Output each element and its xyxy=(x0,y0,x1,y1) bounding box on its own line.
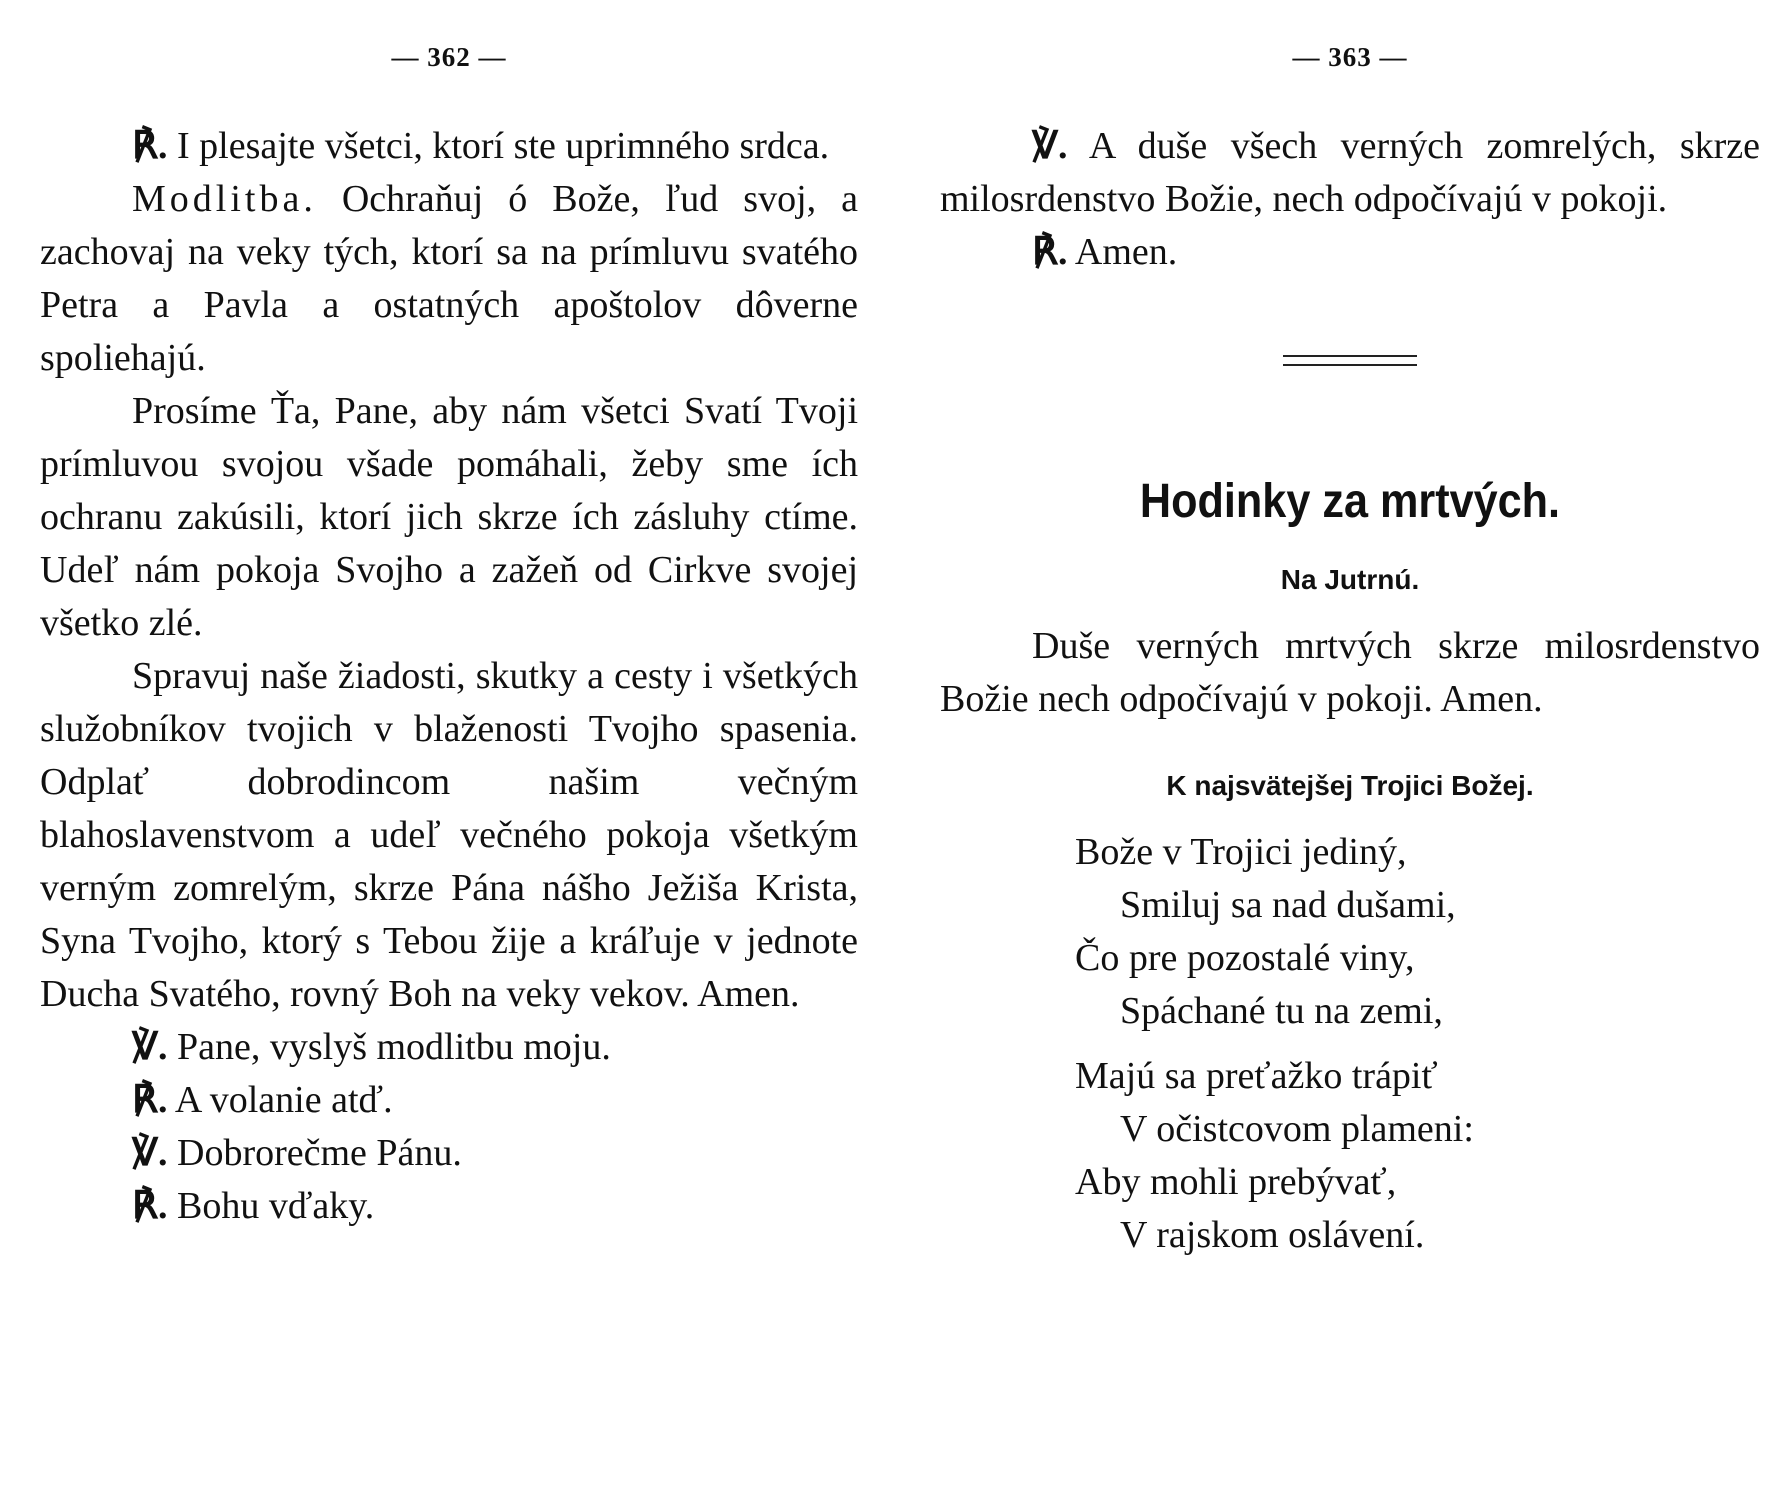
response-line xyxy=(40,1180,858,1233)
stanza xyxy=(1075,826,1760,1038)
prayer-paragraph xyxy=(40,173,858,385)
response-symbol: ℟. xyxy=(132,1079,168,1121)
response-text: Bohu vďaky. xyxy=(177,1185,375,1227)
verse-line: Majú sa preťažko trápiť xyxy=(1075,1055,1438,1097)
versicle-line xyxy=(40,1127,858,1180)
right-page xyxy=(940,0,1760,1500)
versicle-text: Dobrorečme Pánu. xyxy=(177,1132,462,1174)
page-number: — 362 — xyxy=(391,42,507,72)
response-line xyxy=(940,226,1760,279)
verse-line: Smiluj sa nad dušami, xyxy=(1120,884,1456,926)
response-symbol: ℟. xyxy=(132,125,168,167)
verse-line: Spáchané tu na zemi, xyxy=(1120,990,1443,1032)
stanza xyxy=(1075,1050,1760,1262)
versicle-line xyxy=(40,1021,858,1074)
versicle-symbol: ℣. xyxy=(1032,125,1068,167)
intro-paragraph: Duše verných mrtvých skrze milosrdenstvo Božie nech odpočívajú v pokoji. Amen. xyxy=(940,625,1760,720)
section-title: Hodinky za mrtvých. xyxy=(1139,475,1561,528)
versicle-paragraph xyxy=(940,120,1760,226)
page-number: — 363 — xyxy=(1292,42,1408,72)
hymn-title: K najsvätejšej Trojici Božej. xyxy=(1166,770,1534,801)
response-text: Amen. xyxy=(1074,231,1178,273)
section-divider xyxy=(1283,355,1417,366)
left-page-text xyxy=(40,120,858,1233)
response-symbol: ℟. xyxy=(1032,231,1068,273)
right-page-text xyxy=(940,120,1760,1274)
left-page xyxy=(40,0,858,1500)
versicle-symbol: ℣. xyxy=(132,1026,168,1068)
response-symbol: ℟. xyxy=(132,1185,168,1227)
versicle-text: Pane, vyslyš modlitbu moju. xyxy=(177,1026,611,1068)
paragraph-text: I plesajte všetci, ktorí ste uprimného srdca. xyxy=(177,125,830,167)
hymn-verse xyxy=(1075,826,1760,1262)
verse-line: V rajskom oslávení. xyxy=(1120,1214,1425,1256)
prayer-heading: Modlitba. xyxy=(132,178,317,220)
verse-line: Bože v Trojici jediný, xyxy=(1075,831,1407,873)
response-paragraph xyxy=(40,120,858,173)
response-text: A volanie atď. xyxy=(174,1079,393,1121)
prayer-paragraph: Spravuj naše žiadosti, skutky a cesty i všetkých služobníkov tvojich v blaženosti Tvojho spasenia. Odplať dobrodincom našim večným blahoslavenstvom a udeľ večného pokoja všetkým verným zomrelým, skrze Pána nášho Ježiša Krista, Syna Tvojho, ktorý s Tebou žije a kráľuje v jednote Ducha Svatého, rovný Boh na veky vekov. Amen. xyxy=(40,655,858,1015)
versicle-symbol: ℣. xyxy=(132,1132,168,1174)
verse-line: Čo pre pozostalé viny, xyxy=(1075,937,1415,979)
section-subtitle: Na Jutrnú. xyxy=(1280,564,1420,595)
prayer-paragraph: Prosíme Ťa, Pane, aby nám všetci Svatí Tvoji prímluvou svojou všade pomáhali, žeby sme ích ochranu zakúsili, ktorí jich skrze ích zásluhy ctíme. Udeľ nám pokoja Svojho a zažeň od Cirkve svojej všetko zlé. xyxy=(40,390,858,644)
paragraph-text: A duše všech verných zomrelých, skrze milosrdenstvo Božie, nech odpočívajú v pokoji. xyxy=(940,125,1760,220)
response-line xyxy=(40,1074,858,1127)
paragraph-text: Ochraňuj ó Bože, ľud svoj, a zachovaj na veky tých, ktorí sa na prímluvu svatého Petra a Pavla a ostatných apoštolov dôverne spoliehajú. xyxy=(40,178,858,379)
verse-line: Aby mohli prebývať, xyxy=(1075,1161,1397,1203)
verse-line: V očistcovom plameni: xyxy=(1120,1108,1474,1150)
